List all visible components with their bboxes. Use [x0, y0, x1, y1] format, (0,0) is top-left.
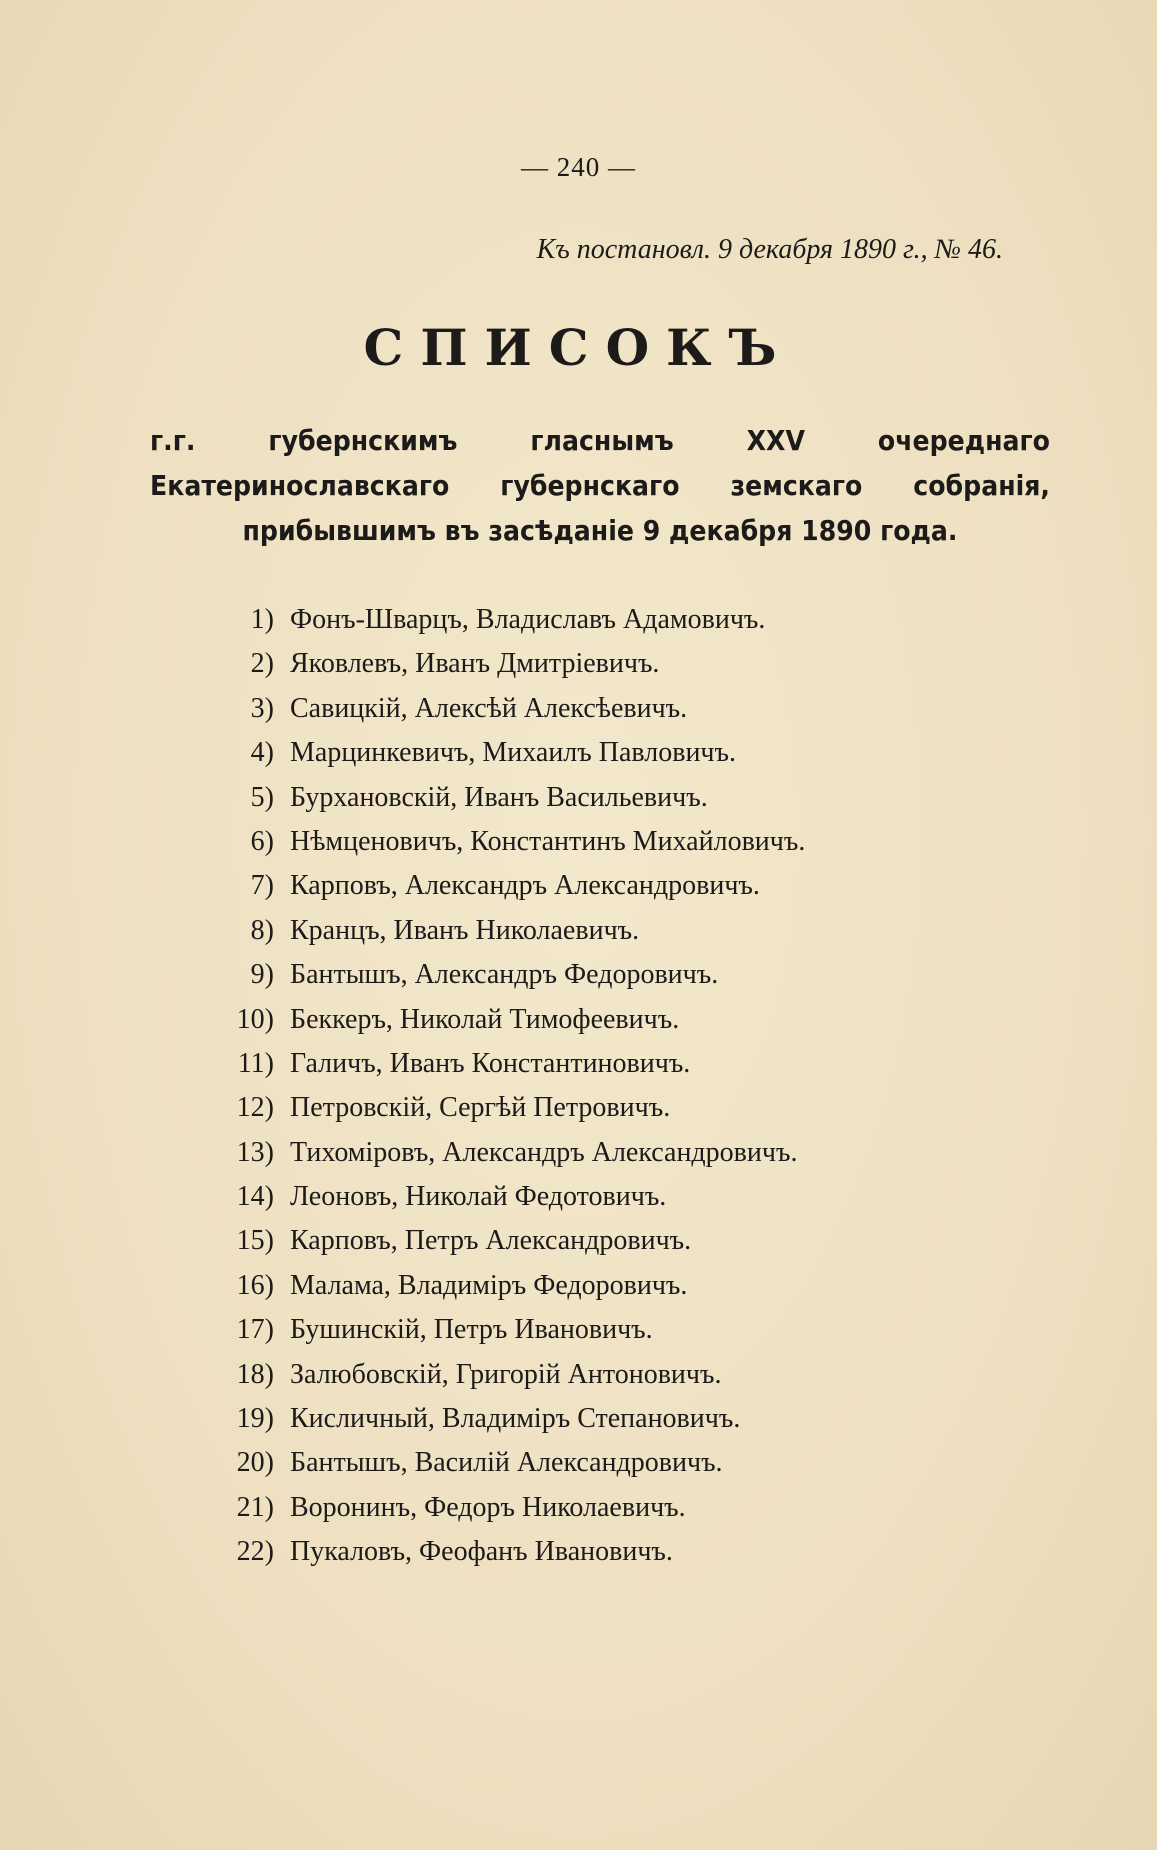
item-number: 5) — [250, 781, 274, 813]
list-item — [190, 864, 805, 908]
list-item — [190, 1042, 805, 1086]
item-number: 14) — [236, 1181, 274, 1213]
list-item — [190, 1175, 805, 1219]
list-item — [190, 1308, 805, 1352]
member-name: Тихоміровъ, Александръ Александровичъ. — [290, 1136, 798, 1168]
item-number: 18) — [236, 1358, 274, 1390]
item-number: 16) — [236, 1269, 274, 1301]
item-number: 1) — [250, 604, 274, 635]
list-item — [190, 687, 805, 731]
member-name: Петровскій, Сергѣй Петровичъ. — [290, 1092, 671, 1124]
list-heading: г.г. губернскимъ гласнымъ XXV очереднаго Екатеринославскаго губернскаго земскаго собранія, прибывшимъ въ засѣданіе 9 декабря 1890 года. — [150, 424, 1050, 547]
member-name: Беккеръ, Николай Тимофеевичъ. — [290, 1003, 680, 1035]
list-item — [190, 731, 805, 775]
item-number: 7) — [250, 870, 274, 902]
member-name: Залюбовскій, Григорій Антоновичъ. — [290, 1358, 722, 1390]
member-name: Малама, Владиміръ Федоровичъ. — [290, 1269, 688, 1301]
list-item — [190, 1530, 805, 1574]
item-number: 21) — [236, 1491, 274, 1523]
item-number: 6) — [250, 825, 274, 857]
member-name: Бурхановскій, Иванъ Васильевичъ. — [290, 781, 708, 813]
member-name: Яковлевъ, Иванъ Дмитріевичъ. — [290, 648, 660, 680]
list-item — [190, 953, 805, 997]
item-number: 20) — [236, 1447, 274, 1479]
member-name: Кранцъ, Иванъ Николаевичъ. — [290, 914, 640, 946]
list-item — [190, 1219, 805, 1263]
item-number: 12) — [236, 1092, 274, 1124]
member-name: Галичъ, Иванъ Константиновичъ. — [290, 1047, 691, 1079]
member-name: Бантышъ, Александръ Федоровичъ. — [290, 959, 719, 991]
list-item — [190, 776, 805, 820]
list-item — [190, 1353, 805, 1397]
item-number: 13) — [236, 1136, 274, 1168]
item-number: 10) — [236, 1003, 274, 1035]
member-name: Воронинъ, Федоръ Николаевичъ. — [290, 1491, 686, 1523]
list-item — [190, 1397, 805, 1441]
list-item — [190, 598, 805, 642]
item-number: 9) — [250, 959, 274, 991]
item-number: 15) — [236, 1225, 274, 1257]
item-number: 3) — [250, 692, 274, 724]
member-name: Карповъ, Александръ Александровичъ. — [290, 870, 760, 902]
member-name: Бантышъ, Василій Александровичъ. — [290, 1447, 723, 1479]
member-name: Савицкій, Алексѣй Алексѣевичъ. — [290, 692, 688, 724]
document-title: СПИСОКЪ — [363, 318, 794, 377]
item-number: 19) — [236, 1403, 274, 1435]
list-item — [190, 1486, 805, 1530]
member-name: Фонъ-Шварцъ, Владиславъ Адамовичъ. — [290, 604, 766, 635]
page-number: — 240 — — [521, 152, 636, 182]
member-name: Бушинскій, Петръ Ивановичъ. — [290, 1314, 653, 1346]
item-number: 22) — [236, 1536, 274, 1568]
item-number: 17) — [236, 1314, 274, 1346]
list-item — [190, 1131, 805, 1175]
member-name: Кисличный, Владиміръ Степановичъ. — [290, 1403, 741, 1435]
member-name: Карповъ, Петръ Александровичъ. — [290, 1225, 692, 1257]
list-item — [190, 642, 805, 686]
member-name: Леоновъ, Николай Федотовичъ. — [290, 1181, 667, 1213]
item-number: 8) — [250, 914, 274, 946]
list-item — [190, 1264, 805, 1308]
list-item — [190, 998, 805, 1042]
item-number: 11) — [237, 1047, 274, 1079]
list-item — [190, 820, 805, 864]
member-name: Нѣмценовичъ, Константинъ Михайловичъ. — [290, 825, 806, 857]
list-item — [190, 909, 805, 953]
members-list — [190, 598, 805, 1575]
list-item — [190, 1441, 805, 1485]
item-number: 2) — [250, 648, 274, 680]
resolution-reference: Къ постановл. 9 декабря 1890 г., № 46. — [536, 234, 1003, 265]
list-item — [190, 1086, 805, 1130]
member-name: Марцинкевичъ, Михаилъ Павловичъ. — [290, 737, 736, 769]
item-number: 4) — [250, 737, 274, 769]
member-name: Пукаловъ, Феофанъ Ивановичъ. — [290, 1536, 673, 1568]
